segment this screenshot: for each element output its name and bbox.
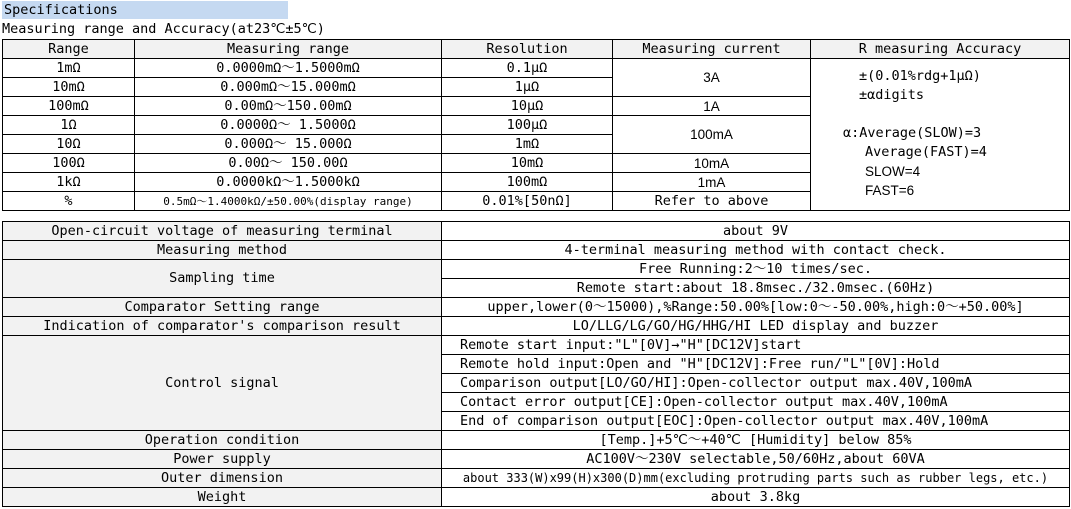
spec-row bbox=[3, 260, 1070, 279]
measuring-range-subheading: Measuring range and Accuracy(at23℃±5℃) bbox=[2, 21, 325, 37]
spec-row bbox=[3, 488, 1070, 507]
spec-value: Remote start input:"L"[0V]→"H"[DC12V]start bbox=[442, 336, 1070, 355]
spec-label: Sampling time bbox=[3, 260, 442, 298]
spec-value: [Temp.]+5℃～+40℃ [Humidity] below 85% bbox=[442, 431, 1070, 450]
range-cell: 10mΩ bbox=[3, 78, 135, 97]
measuring-range-cell: 0.5mΩ～1.4000kΩ/±50.00%(display range) bbox=[135, 192, 442, 211]
accuracy-line: SLOW=4 bbox=[865, 164, 921, 179]
spec-value: about 9V bbox=[442, 222, 1070, 241]
spec-row bbox=[3, 336, 1070, 355]
spec-label: Comparator Setting range bbox=[3, 298, 442, 317]
spec-label: Measuring method bbox=[3, 241, 442, 260]
header-measuring-current: Measuring current bbox=[613, 40, 811, 59]
current-cell: 10mA bbox=[613, 154, 811, 173]
resolution-cell: 0.1μΩ bbox=[442, 59, 613, 78]
accuracy-line: α:Average(SLOW)=3 bbox=[843, 125, 982, 141]
resolution-cell: 100μΩ bbox=[442, 116, 613, 135]
spec-value: End of comparison output[EOC]:Open-collector output max.40V,100mA bbox=[442, 412, 1070, 431]
accuracy-line: Average(FAST)=4 bbox=[865, 144, 987, 160]
spec-value: Remote hold input:Open and "H"[DC12V]:Free run/"L"[0V]:Hold bbox=[442, 355, 1070, 374]
resolution-cell: 10μΩ bbox=[442, 97, 613, 116]
measuring-range-cell: 0.0000Ω～ 1.5000Ω bbox=[135, 116, 442, 135]
header-resolution: Resolution bbox=[442, 40, 613, 59]
accuracy-line: ±(0.01%rdg+1μΩ) bbox=[859, 68, 981, 84]
range-cell: 100mΩ bbox=[3, 97, 135, 116]
resolution-cell: 0.01%[50nΩ] bbox=[442, 192, 613, 211]
current-cell: 3A bbox=[613, 59, 811, 97]
resolution-cell: 1μΩ bbox=[442, 78, 613, 97]
current-cell: 1mA bbox=[613, 173, 811, 192]
table-row bbox=[3, 59, 1070, 78]
spec-value: Comparison output[LO/GO/HI]:Open-collector output max.40V,100mA bbox=[442, 374, 1070, 393]
spec-value: Remote start:about 18.8msec./32.0msec.(60Hz) bbox=[442, 279, 1070, 298]
resolution-cell: 1mΩ bbox=[442, 135, 613, 154]
spec-row bbox=[3, 298, 1070, 317]
header-accuracy: R measuring Accuracy bbox=[811, 40, 1070, 59]
spec-row bbox=[3, 222, 1070, 241]
spec-value: LO/LLG/LG/GO/HG/HHG/HI LED display and buzzer bbox=[442, 317, 1070, 336]
spec-value: 4-terminal measuring method with contact check. bbox=[442, 241, 1070, 260]
resolution-cell: 10mΩ bbox=[442, 154, 613, 173]
range-cell: % bbox=[3, 192, 135, 211]
measuring-range-cell: 0.0000mΩ～1.5000mΩ bbox=[135, 59, 442, 78]
accuracy-line: ±αdigits bbox=[859, 87, 925, 103]
current-cell: 100mA bbox=[613, 116, 811, 154]
measuring-range-table bbox=[2, 39, 1070, 211]
spec-row bbox=[3, 431, 1070, 450]
range-cell: 1kΩ bbox=[3, 173, 135, 192]
spec-row bbox=[3, 469, 1070, 488]
measuring-range-cell: 0.00mΩ～150.00mΩ bbox=[135, 97, 442, 116]
current-cell: 1A bbox=[613, 97, 811, 116]
spec-row bbox=[3, 241, 1070, 260]
spec-value: upper,lower(0～15000),%Range:50.00%[low:0～-50.00%,high:0～+50.00%] bbox=[442, 298, 1070, 317]
accuracy-spacer bbox=[859, 105, 1069, 124]
spec-value: Contact error output[CE]:Open-collector output max.40V,100mA bbox=[442, 393, 1070, 412]
current-cell: Refer to above bbox=[613, 192, 811, 211]
range-cell: 100Ω bbox=[3, 154, 135, 173]
measuring-range-cell: 0.00Ω～ 150.00Ω bbox=[135, 154, 442, 173]
spec-label: Control signal bbox=[3, 336, 442, 431]
spec-value: about 3.8kg bbox=[442, 488, 1070, 507]
spec-label: Open-circuit voltage of measuring terminal bbox=[3, 222, 442, 241]
spec-value: about 333(W)x99(H)x300(D)mm(excluding protruding parts such as rubber legs, etc.) bbox=[442, 469, 1070, 488]
spec-label: Operation condition bbox=[3, 431, 442, 450]
general-spec-table bbox=[2, 221, 1070, 507]
measuring-range-cell: 0.000Ω～ 15.000Ω bbox=[135, 135, 442, 154]
spec-value: Free Running:2～10 times/sec. bbox=[442, 260, 1070, 279]
range-cell: 10Ω bbox=[3, 135, 135, 154]
accuracy-cell bbox=[811, 59, 1070, 211]
range-cell: 1Ω bbox=[3, 116, 135, 135]
spec-label: Outer dimension bbox=[3, 469, 442, 488]
specifications-heading: Specifications bbox=[2, 1, 288, 19]
range-cell: 1mΩ bbox=[3, 59, 135, 78]
resolution-cell: 100mΩ bbox=[442, 173, 613, 192]
spec-label: Weight bbox=[3, 488, 442, 507]
table-header-row bbox=[3, 40, 1070, 59]
header-measuring-range: Measuring range bbox=[135, 40, 442, 59]
accuracy-line: FAST=6 bbox=[865, 183, 915, 198]
spec-label: Indication of comparator's comparison result bbox=[3, 317, 442, 336]
spec-label: Power supply bbox=[3, 450, 442, 469]
spec-row bbox=[3, 317, 1070, 336]
measuring-range-cell: 0.000mΩ～15.000mΩ bbox=[135, 78, 442, 97]
spec-row bbox=[3, 450, 1070, 469]
spec-value: AC100V～230V selectable,50/60Hz,about 60VA bbox=[442, 450, 1070, 469]
header-range: Range bbox=[3, 40, 135, 59]
measuring-range-cell: 0.0000kΩ～1.5000kΩ bbox=[135, 173, 442, 192]
